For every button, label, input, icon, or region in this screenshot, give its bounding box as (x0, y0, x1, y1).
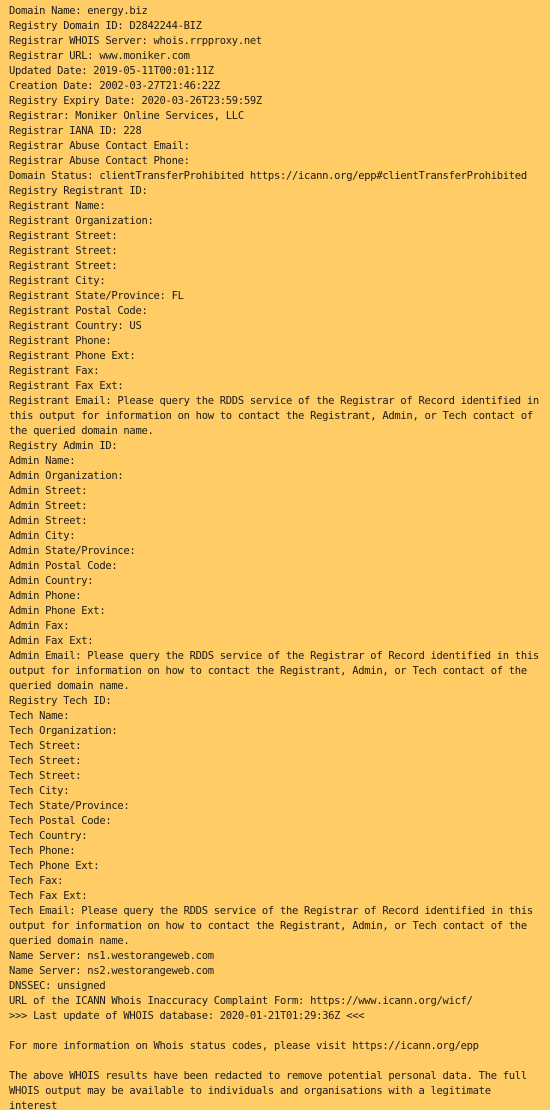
whois-line: Registrant Name: (9, 200, 106, 212)
whois-line: Tech Phone: (9, 845, 76, 857)
whois-line: Tech Street: (9, 755, 82, 767)
whois-line: Admin Street: (9, 500, 88, 512)
whois-line: Admin Country: (9, 575, 94, 587)
whois-line: Admin State/Province: (9, 545, 136, 557)
whois-line: Registrant Street: (9, 230, 118, 242)
whois-line: Registrar IANA ID: 228 (9, 125, 142, 137)
whois-line: Registry Registrant ID: (9, 185, 148, 197)
whois-line: Tech State/Province: (9, 800, 130, 812)
whois-line: Admin Organization: (9, 470, 124, 482)
whois-line (9, 1054, 544, 1069)
whois-line: Domain Name: energy.biz (9, 5, 148, 17)
whois-line: Registry Tech ID: (9, 695, 112, 707)
whois-line: Registrar: Moniker Online Services, LLC (9, 110, 244, 122)
whois-line: Tech Email: Please query the RDDS service of the Registrar of Record identified in this output for information on how to contact the Registrant, Admin, or Tech contact of the queried domain name. (9, 905, 539, 947)
whois-line: For more information on Whois status codes, please visit https://icann.org/epp (9, 1040, 479, 1052)
whois-line (9, 1024, 544, 1039)
whois-line: Admin Street: (9, 515, 88, 527)
whois-line: Registrant State/Province: FL (9, 290, 184, 302)
whois-line: Admin Phone Ext: (9, 605, 106, 617)
whois-line: Registrant Fax: (9, 365, 100, 377)
whois-line: Admin Street: (9, 485, 88, 497)
whois-line: Registrant Country: US (9, 320, 142, 332)
whois-line: Admin Email: Please query the RDDS service of the Registrar of Record identified in this output for information on how to contact the Registrant, Admin, or Tech contact of the queried domain name. (9, 650, 545, 692)
whois-line: Registrant Organization: (9, 215, 154, 227)
whois-line: Domain Status: clientTransferProhibited https://icann.org/epp#clientTransferProhibited (9, 170, 527, 182)
whois-line: Registry Expiry Date: 2020-03-26T23:59:59Z (9, 95, 262, 107)
whois-line: Registrar Abuse Contact Phone: (9, 155, 190, 167)
whois-line: Admin City: (9, 530, 76, 542)
whois-line: Registrant Street: (9, 245, 118, 257)
whois-line: Registrant Phone: (9, 335, 112, 347)
whois-line: Registrar URL: www.moniker.com (9, 50, 190, 62)
whois-line: Registrant Fax Ext: (9, 380, 124, 392)
whois-line: URL of the ICANN Whois Inaccuracy Complaint Form: https://www.icann.org/wicf/ (9, 995, 473, 1007)
whois-line: Tech Organization: (9, 725, 118, 737)
whois-line: Tech Name: (9, 710, 70, 722)
whois-line: Registrant City: (9, 275, 106, 287)
whois-line: Admin Phone: (9, 590, 82, 602)
whois-line: Tech City: (9, 785, 70, 797)
whois-line: Admin Fax Ext: (9, 635, 94, 647)
whois-line: Registrant Phone Ext: (9, 350, 136, 362)
whois-line: Admin Name: (9, 455, 76, 467)
whois-line: Tech Street: (9, 740, 82, 752)
whois-line: Tech Phone Ext: (9, 860, 100, 872)
whois-line: >>> Last update of WHOIS database: 2020-01-21T01:29:36Z <<< (9, 1010, 365, 1022)
whois-line: Registrant Email: Please query the RDDS service of the Registrar of Record identified in this output for information on how to contact the Registrant, Admin, or Tech contact of the queried domain name. (9, 395, 545, 437)
whois-line: Name Server: ns2.westorangeweb.com (9, 965, 214, 977)
whois-line: Updated Date: 2019-05-11T00:01:11Z (9, 65, 214, 77)
whois-line: Tech Fax: (9, 875, 64, 887)
whois-line: Tech Postal Code: (9, 815, 112, 827)
whois-line: Registrar WHOIS Server: whois.rrpproxy.net (9, 35, 262, 47)
whois-line: Registrar Abuse Contact Email: (9, 140, 190, 152)
whois-line: Admin Fax: (9, 620, 70, 632)
whois-line: Registry Admin ID: (9, 440, 118, 452)
whois-line: Admin Postal Code: (9, 560, 118, 572)
whois-line: DNSSEC: unsigned (9, 980, 106, 992)
whois-line: Name Server: ns1.westorangeweb.com (9, 950, 214, 962)
whois-line: Creation Date: 2002-03-27T21:46:22Z (9, 80, 220, 92)
whois-line: Tech Country: (9, 830, 88, 842)
whois-line: Registry Domain ID: D2842244-BIZ (9, 20, 202, 32)
whois-line: Registrant Postal Code: (9, 305, 148, 317)
whois-line: Registrant Street: (9, 260, 118, 272)
whois-line: Tech Fax Ext: (9, 890, 88, 902)
whois-line: Tech Street: (9, 770, 82, 782)
whois-line: The above WHOIS results have been redacted to remove potential personal data. The full WHOIS output may be available to individuals and organisations with a legitimate interest (9, 1070, 533, 1110)
